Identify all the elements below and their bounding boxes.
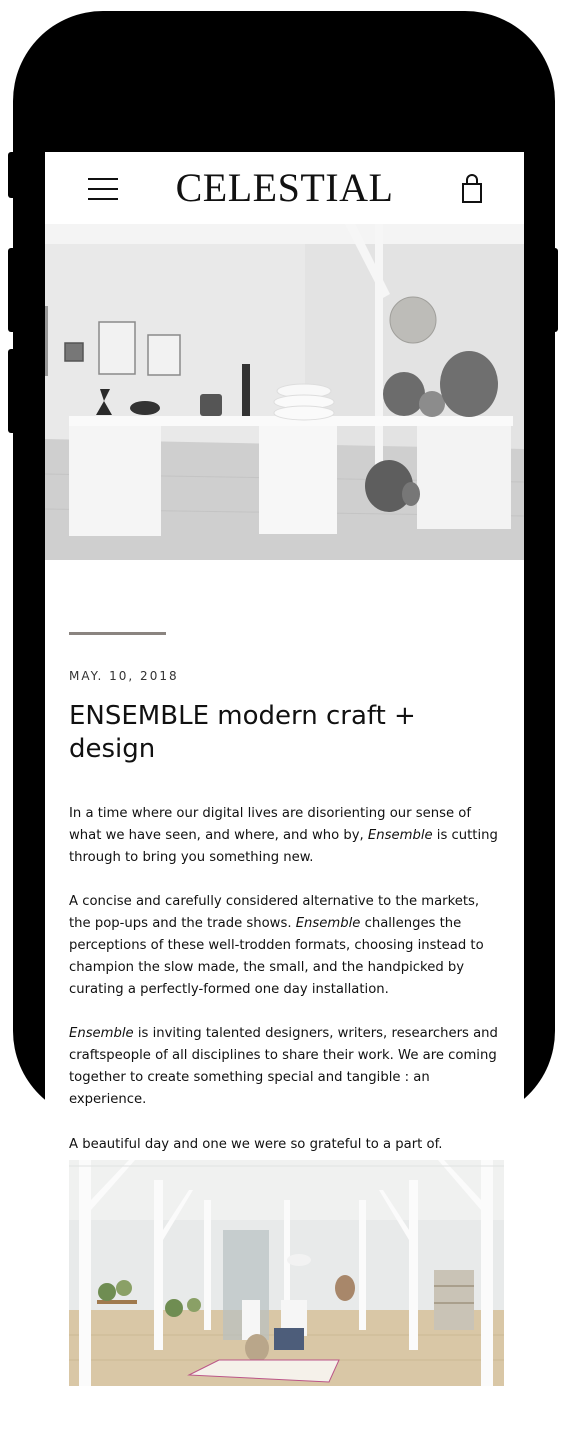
- event-photo: [69, 1160, 504, 1386]
- article-title: ENSEMBLE modern craft + design: [69, 701, 416, 764]
- phone-mute-switch: [8, 152, 18, 198]
- site-logo[interactable]: CELESTIAL: [175, 165, 394, 210]
- paragraph: Ensemble is inviting talented designers, writers, researchers and craftspeople of all disciplines to share their work. We are coming together to create something special and tangible : an experience.: [69, 1026, 498, 1107]
- hero-image-gallery-interior: [45, 224, 524, 560]
- paragraph: A beautiful day and one we were so grateful to a part of.: [69, 1136, 443, 1152]
- article-date: MAY. 10, 2018: [69, 669, 179, 683]
- phone-volume-down-button: [8, 349, 18, 433]
- phone-power-button: [548, 248, 558, 332]
- shopping-bag-icon[interactable]: [460, 174, 484, 204]
- site-header: [45, 152, 524, 224]
- phone-screen: [45, 152, 524, 1432]
- phone-volume-up-button: [8, 248, 18, 332]
- article-body: [69, 803, 503, 1178]
- paragraph: In a time where our digital lives are disorienting our sense of what we have seen, and where, and who by, Ensemble is cutting through to bring you something new.: [69, 806, 498, 865]
- article-divider: [69, 632, 166, 635]
- paragraph: A concise and carefully considered alternative to the markets, the pop-ups and the trade shows. Ensemble challenges the perceptions of these well-trodden formats, choosing instead to champion the slow made, the small, and the handpicked by curating a perfectly-formed one day installation.: [69, 894, 484, 997]
